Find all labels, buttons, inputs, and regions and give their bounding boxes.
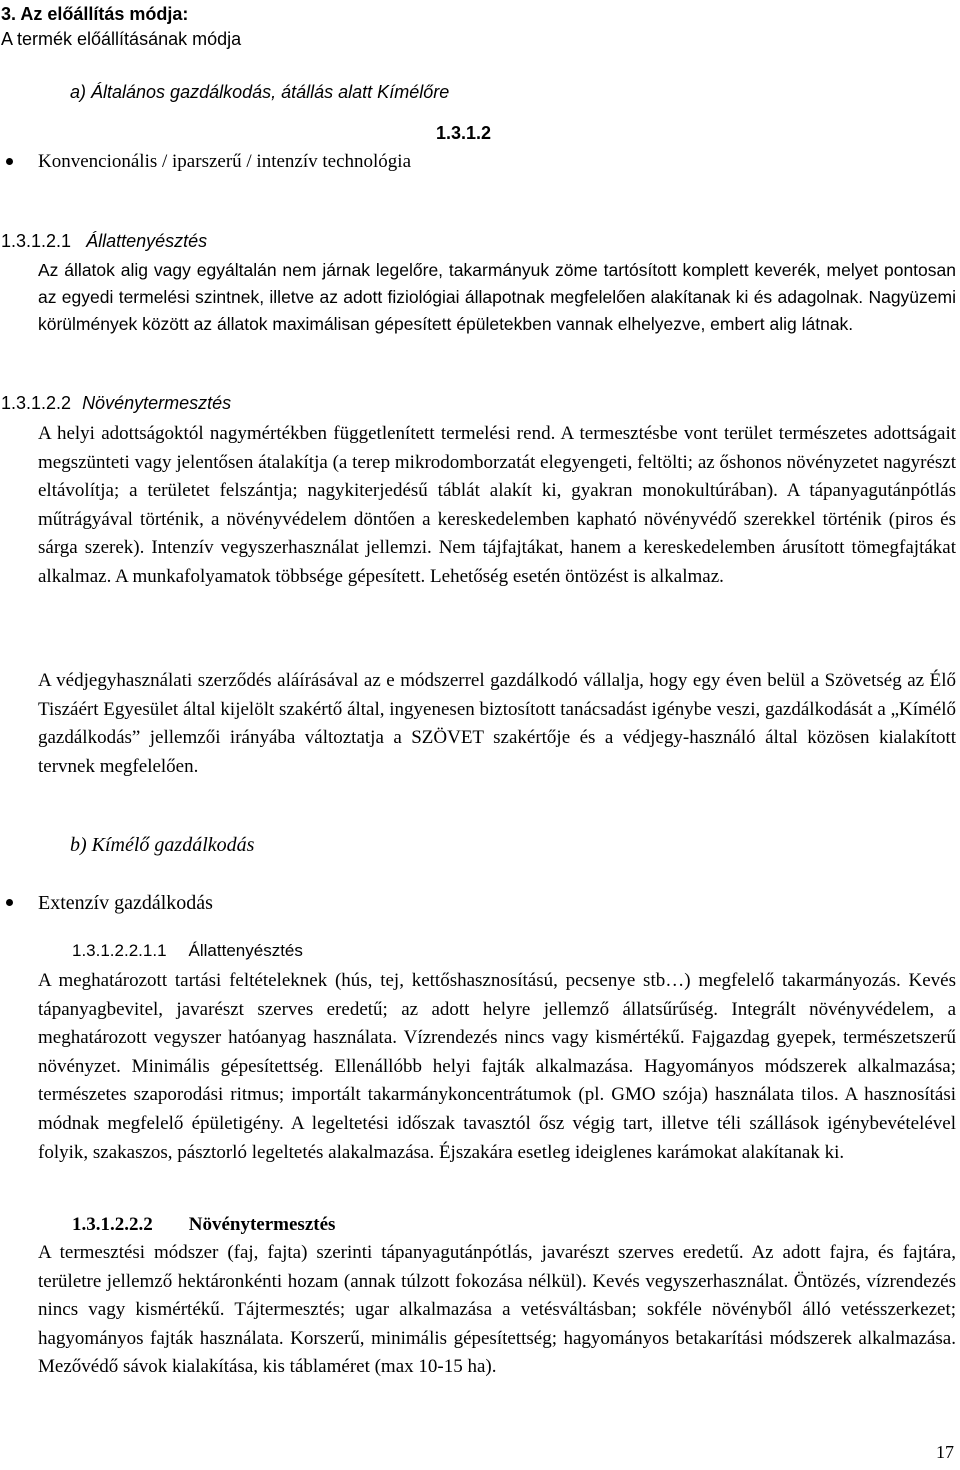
- paragraph-trademark: A védjegyhasználati szerződés aláírásával az e módszerrel gazdálkodó vállalja, hogy egy éven belül a Szövetség az Élő Tiszáért Egyesület által kijelölt szakértő által, ingyenesen biztosított tanácsadást igénybe veszi, gazdálkodását a „Kímélő gazdálkodás” jellemzői irányába változtatja a SZÖVET szakértője és a védjegy-használó által közösen kialakított tervnek megfelelően.: [38, 670, 956, 777]
- heading-animal-2: [72, 940, 303, 962]
- heading-plant-1: [1, 391, 231, 415]
- paragraph-plant-extensive: A termesztési módszer (faj, fajta) szerinti tápanyagutánpótlás, javarészt szerves eredetű. Az adott fajra, és fajtára, területre jellemző hektáronkénti hozam (annak túlzott fokozása nélkül). Kevés vegyszerhasználat. Öntözés, vízrendezés nincs vagy kismértékű. Tájtermesztés; ugar alkalmazása a vetésváltásban; sokféle növényből álló vetésszerkezet; hagyományos fajták használata. Korszerű, minimális gépesítettség; hagyományos betakarítási módszerek alkalmazása. Mezővédő sávok kialakítása, kis táblaméret (max 10-15 ha).: [38, 1242, 956, 1378]
- bullet-extensive: Extenzív gazdálkodás: [38, 892, 213, 914]
- heading-title: Növénytermesztés: [82, 393, 232, 413]
- heading-plant-2: [72, 1212, 335, 1238]
- section-subtitle: A termék előállításának módja: [1, 29, 242, 49]
- part-b-heading: b) Kímélő gazdálkodás: [70, 834, 255, 856]
- heading-animal-1: [1, 229, 207, 253]
- heading-number: 1.3.1.2: [436, 123, 492, 143]
- paragraph-animal-intensive: Az állatok alig vagy egyáltalán nem járnak legelőre, takarmányuk zöme tartósított komplett keverék, melyet pontosan az egyedi termelési szintnek, illetve az adott fiziológiai állapotnak megfelelően alakítanak ki és adagolnak. Nagyüzemi körülmények között az állatok maximálisan gépesített épületekben vannak elhelyezve, embert alig látnak.: [38, 260, 956, 334]
- heading-title: Állattenyésztés: [86, 231, 208, 251]
- heading-number: 1.3.1.2.1: [1, 231, 72, 251]
- heading-number: 1.3.1.2.2: [1, 393, 72, 413]
- bullet-icon: [6, 899, 13, 906]
- page-number: 17: [936, 1442, 954, 1462]
- part-a-heading: a) Általános gazdálkodás, átállás alatt Kímélőre: [70, 82, 450, 102]
- heading-title: Növénytermesztés: [188, 1214, 336, 1235]
- paragraph-plant-intensive: A helyi adottságoktól nagymértékben függetlenített termelési rend. A termesztésbe vont terület természetes adottságait megszünteti vagy jelentősen átalakítja (a terep mikrodomborzatát elegyengeti, feltölti; az őshonos növényzetet nagyrészt eltávolítja; a területet felszántja; nagykiterjedésű táblát alakít ki, gyakran monokultúrában). A tápanyagutánpótlás műtrágyával történik, a növényvédelem döntően a kereskedelemben kapható növényvédő szerekkel történik (piros és sárga szerek). Intenzív vegyszerhasználat jellemzi. Nem tájfajtákat, hanem a kereskedelemben árusított tömegfajtákat alkalmaz. A munkafolyamatok többsége gépesített. Lehetőség esetén öntözést is alkalmaz.: [38, 423, 956, 587]
- heading-number: 1.3.1.2.2.1.1: [72, 941, 167, 960]
- heading-number: 1.3.1.2.2.2: [72, 1214, 153, 1235]
- heading-title: Állattenyésztés: [188, 941, 303, 960]
- section-title: 3. Az előállítás módja:: [1, 4, 189, 24]
- paragraph-animal-extensive: A meghatározott tartási feltételeknek (hús, tej, kettőshasznosítású, pecsenye stb…) megfelelő takarmányozás. Kevés tápanyagbevitel, javarészt szerves eredetű; az adott helyre jellemző állatsűrűség. Integrált növényvédelem, a meghatározott vegyszer hatóanyag használata. Vízrendezés nincs vagy kismértékű. Fajgazdag gyepek, természetszerű növényzet. Minimális gépesítettség. Ellenállóbb helyi fajták alkalmazása. Hagyományos módszerek alkalmazása; természetes szaporodási ritmus; importált takarmánykoncentrátumok (pl. GMO szója) használata tilos. A hasznosítási módnak megfelelő épületigény. A legeltetési időszak tavasztól ősz végig tart, illetve téli szállások igénybevételével folyik, szakaszos, pásztorló legeltetés alakalmazása. Éjszakára esetleg ideiglenes karámokat alakítanak ki.: [38, 970, 956, 1163]
- bullet-conventional: Konvencionális / iparszerű / intenzív technológia: [38, 151, 412, 172]
- bullet-icon: [6, 158, 13, 165]
